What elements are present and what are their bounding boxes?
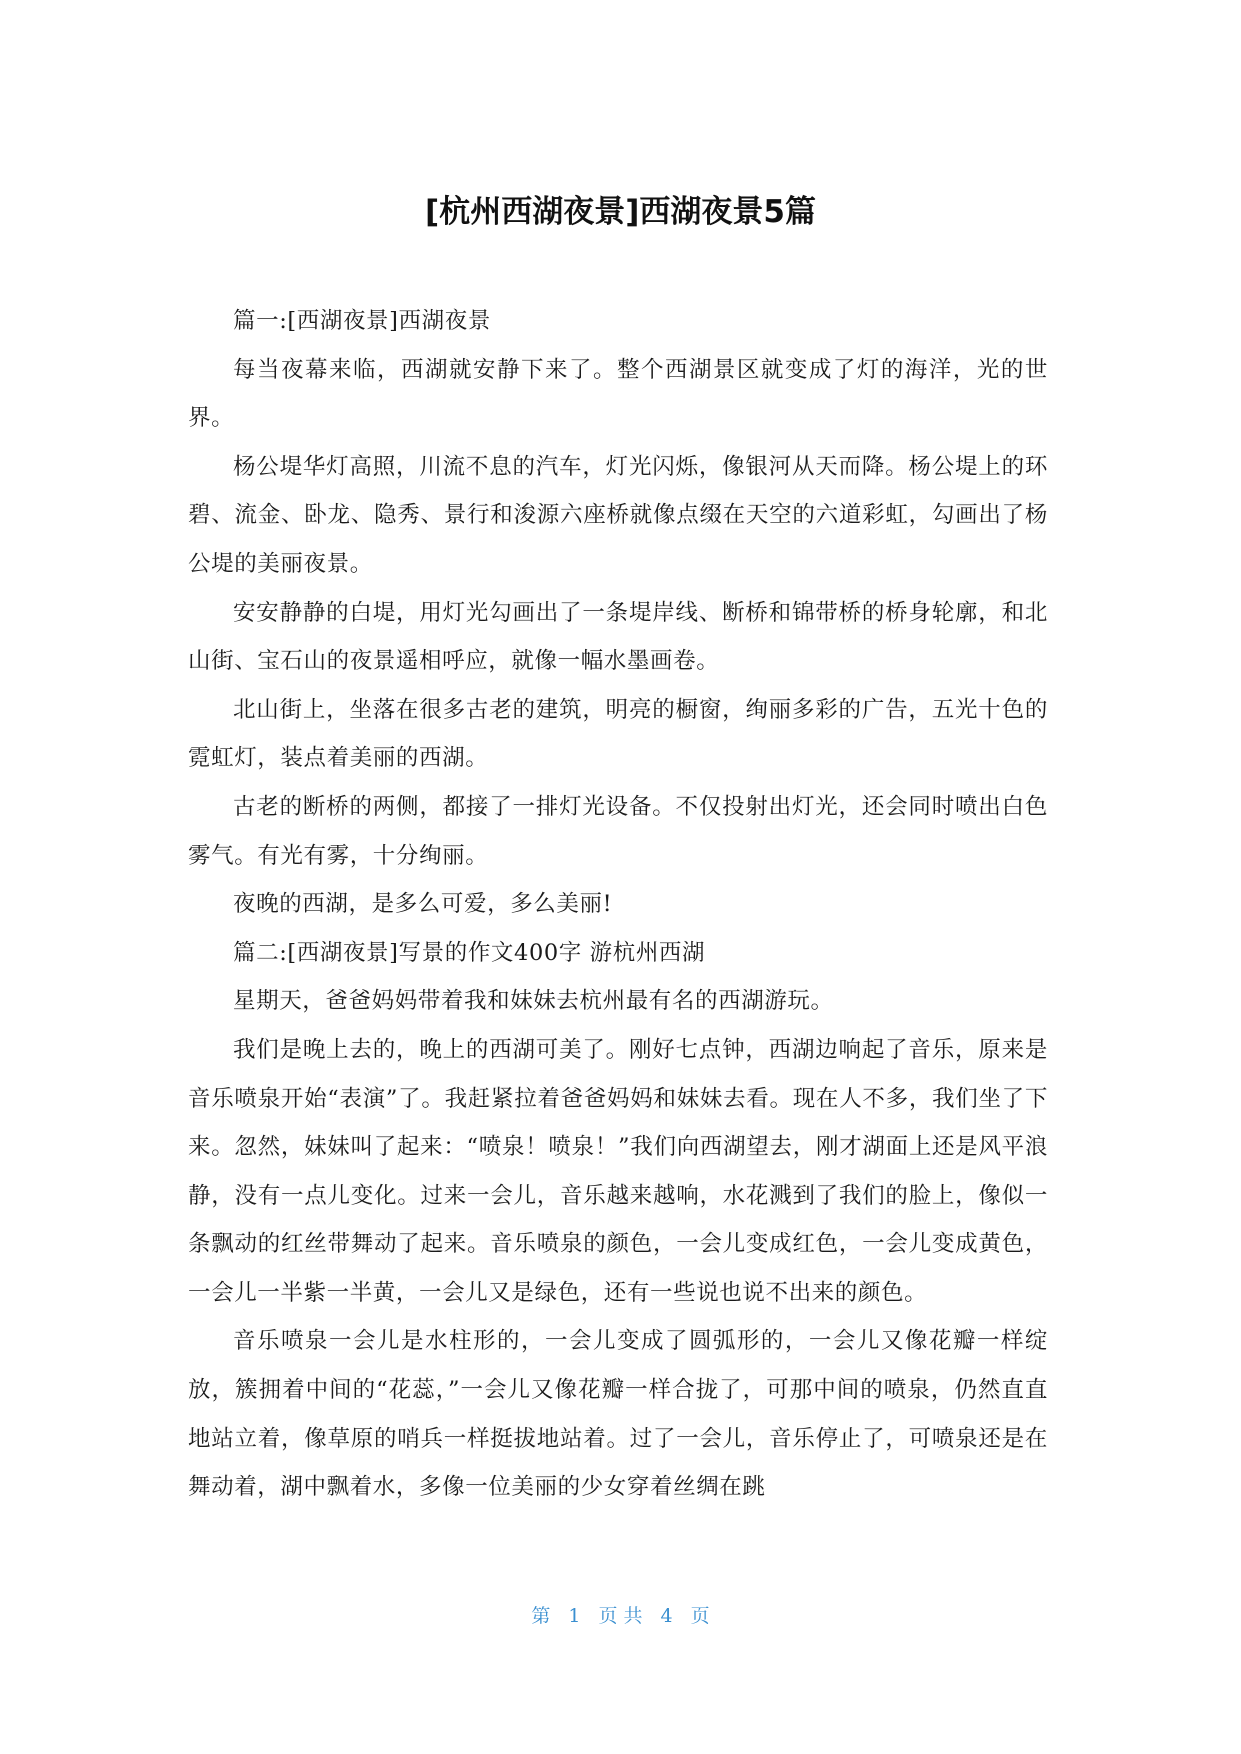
- paragraph: 北山街上，坐落在很多古老的建筑，明亮的橱窗，绚丽多彩的广告，五光十色的霓虹灯，装点着美丽的西湖。: [188, 696, 1048, 772]
- paragraph: 杨公堤华灯高照，川流不息的汽车，灯光闪烁，像银河从天而降。杨公堤上的环碧、流金、卧龙、隐秀、景行和浚源六座桥就像点缀在天空的六道彩虹，勾画出了杨公堤的美丽夜景。: [188, 453, 1048, 577]
- document-title: [杭州西湖夜景]西湖夜景5篇: [425, 194, 816, 230]
- paragraph: 安安静静的白堤，用灯光勾画出了一条堤岸线、断桥和锦带桥的桥身轮廓，和北山街、宝石山的夜景遥相呼应，就像一幅水墨画卷。: [188, 599, 1048, 675]
- footer-total-label: 页 共: [598, 1605, 643, 1627]
- footer-end-label: 页: [690, 1605, 710, 1627]
- footer-current-page: 1: [568, 1605, 581, 1627]
- document-body: [188, 297, 1048, 1512]
- paragraph: 我们是晚上去的，晚上的西湖可美了。刚好七点钟，西湖边响起了音乐，原来是音乐喷泉开始“表演”了。我赶紧拉着爸爸妈妈和妹妹去看。现在人不多，我们坐了下来。忽然，妹妹叫了起来：“喷泉！喷泉！”我们向西湖望去，刚才湖面上还是风平浪静，没有一点儿变化。过来一会儿，音乐越来越响，水花溅到了我们的脸上，像似一条飘动的红丝带舞动了起来。音乐喷泉的颜色，一会儿变成红色，一会儿变成黄色，一会儿一半紫一半黄，一会儿又是绿色，还有一些说也说不出来的颜色。: [188, 1036, 1048, 1306]
- page-footer: [0, 1602, 1241, 1630]
- section-heading-2: 篇二:[西湖夜景]写景的作文400字 游杭州西湖: [233, 939, 706, 966]
- section-heading-1: 篇一:[西湖夜景]西湖夜景: [233, 308, 491, 334]
- footer-total-pages: 4: [660, 1605, 673, 1627]
- footer-page-label: 第: [531, 1605, 551, 1627]
- paragraph: 夜晚的西湖，是多么可爱，多么美丽!: [233, 891, 613, 918]
- paragraph: 古老的断桥的两侧，都接了一排灯光设备。不仅投射出灯光，还会同时喷出白色雾气。有光有雾，十分绚丽。: [188, 793, 1048, 869]
- paragraph: 星期天，爸爸妈妈带着我和妹妹去杭州最有名的西湖游玩。: [233, 988, 834, 1015]
- paragraph: 每当夜幕来临，西湖就安静下来了。整个西湖景区就变成了灯的海洋，光的世界。: [188, 356, 1048, 432]
- paragraph: 音乐喷泉一会儿是水柱形的，一会儿变成了圆弧形的，一会儿又像花瓣一样绽放，簇拥着中间的“花蕊，”一会儿又像花瓣一样合拢了，可那中间的喷泉，仍然直直地站立着，像草原的哨兵一样挺拔地站着。过了一会儿，音乐停止了，可喷泉还是在舞动着，湖中飘着水，多像一位美丽的少女穿着丝绸在跳: [188, 1328, 1048, 1501]
